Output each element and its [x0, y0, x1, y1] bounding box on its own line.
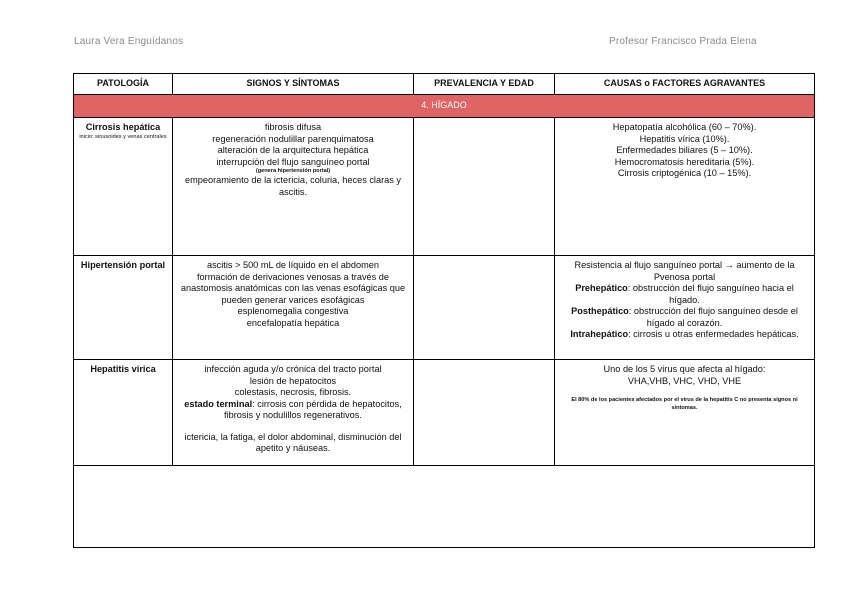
cause-line: Uno de los 5 virus que afecta al hígado: — [603, 364, 766, 374]
sign-line: esplenomegalia congestiva — [237, 306, 349, 316]
sign-line: ictericia, la fatiga, el dolor abdominal, disminución del apetito y náuseas. — [184, 431, 402, 453]
col-header-signs: SIGNOS Y SÍNTOMAS — [173, 74, 414, 95]
pathology-note: inicio: sinusoides y venas centrales — [79, 133, 167, 140]
cause-line: Hemocromatosis hereditaria (5%). — [614, 156, 755, 167]
pathology-name: Hepatitis vírica — [90, 364, 156, 374]
signs-cell — [173, 256, 414, 360]
sign-line: colestasis, necrosis, fibrosis. — [234, 387, 352, 397]
table-row — [74, 256, 815, 360]
causes-cell — [555, 118, 815, 256]
sign-text: : cirrosis con pérdida de hepatocitos, fibrosis y nodulillos regenerativos. — [224, 398, 402, 420]
causes-cell — [555, 360, 815, 466]
cause-line — [559, 329, 810, 341]
sign-line: interrupción del flujo sanguíneo portal — [216, 156, 370, 167]
cause-text: : cirrosis u otras enfermedades hepáticas. — [628, 329, 799, 339]
sign-line: formación de derivaciones venosas a través de anastomosis anatómicas con las venas esofágicas que pueden generar varices esofágicas — [180, 271, 406, 305]
sign-note: (genera hipertensión portal) — [255, 168, 331, 174]
cause-line: Resistencia al flujo sanguíneo portal → aumento de la Pvenosa portal — [574, 260, 795, 282]
cause-line — [559, 283, 810, 306]
causes-cell — [555, 256, 815, 360]
cause-note: El 80% de los pacientes afectados por el virus de la hepatitis C no presenta signos ni síntomas. — [571, 397, 798, 411]
col-header-causes: CAUSAS o FACTORES AGRAVANTES — [555, 74, 815, 95]
section-title: 4. HÍGADO — [74, 95, 815, 118]
col-header-prevalence: PREVALENCIA Y EDAD — [414, 74, 555, 95]
sign-label: estado terminal — [184, 398, 253, 409]
empty-row — [74, 466, 815, 548]
cause-line: VHA,VHB, VHC, VHD, VHE — [627, 375, 742, 386]
cause-line: Enfermedades biliares (5 – 10%). — [616, 145, 753, 155]
sign-line: regeneración nodulillar parenquimatosa — [212, 133, 374, 144]
pathology-name: Cirrosis hepática — [85, 122, 161, 132]
cause-line: Hepatopatía alcohólica (60 – 70%). — [612, 122, 757, 132]
pathology-cell — [74, 360, 173, 466]
empty-cell — [74, 466, 815, 548]
sign-line: ascitis > 500 mL de líquido en el abdomen — [206, 260, 380, 270]
prevalence-cell — [414, 118, 555, 256]
col-header-pathology: PATOLOGÍA — [74, 74, 173, 95]
table-header-row — [74, 74, 815, 95]
sign-line: alteración de la arquitectura hepática — [217, 145, 369, 155]
cause-text: : obstrucción del flujo sanguíneo hacia el hígado. — [627, 283, 794, 305]
cause-label: Posthepático — [571, 306, 629, 316]
header-professor: Profesor Francisco Prada Elena — [609, 36, 757, 47]
signs-cell — [173, 118, 414, 256]
header-author: Laura Vera Enguídanos — [74, 36, 184, 47]
sign-line: lesión de hepatocitos — [249, 375, 337, 386]
pathology-table — [73, 73, 815, 548]
table-row — [74, 360, 815, 466]
pathology-name: Hipertensión portal — [80, 260, 166, 270]
sign-line: empeoramiento de la ictericia, coluria, heces claras y ascitis. — [184, 175, 401, 197]
spacer — [177, 422, 409, 432]
cause-label: Prehepático — [575, 283, 628, 293]
cause-label: Intrahepático — [570, 329, 629, 339]
signs-cell — [173, 360, 414, 466]
sign-line: fibrosis difusa — [264, 122, 322, 132]
pathology-cell — [74, 256, 173, 360]
prevalence-cell — [414, 256, 555, 360]
cause-text: : obstrucción del flujo sanguíneo desde el hígado al corazón. — [628, 306, 798, 328]
cause-line — [559, 306, 810, 329]
cause-line: Cirrosis criptogénica (10 – 15%). — [617, 168, 752, 178]
prevalence-cell — [414, 360, 555, 466]
cause-line: Hepatitis vírica (10%). — [639, 133, 730, 144]
section-row — [74, 95, 815, 118]
sign-line: infección aguda y/o crónica del tracto portal — [204, 364, 382, 374]
pathology-cell — [74, 118, 173, 256]
table-row — [74, 118, 815, 256]
sign-line — [177, 399, 409, 422]
sign-line: encefalopatía hepática — [246, 317, 340, 328]
